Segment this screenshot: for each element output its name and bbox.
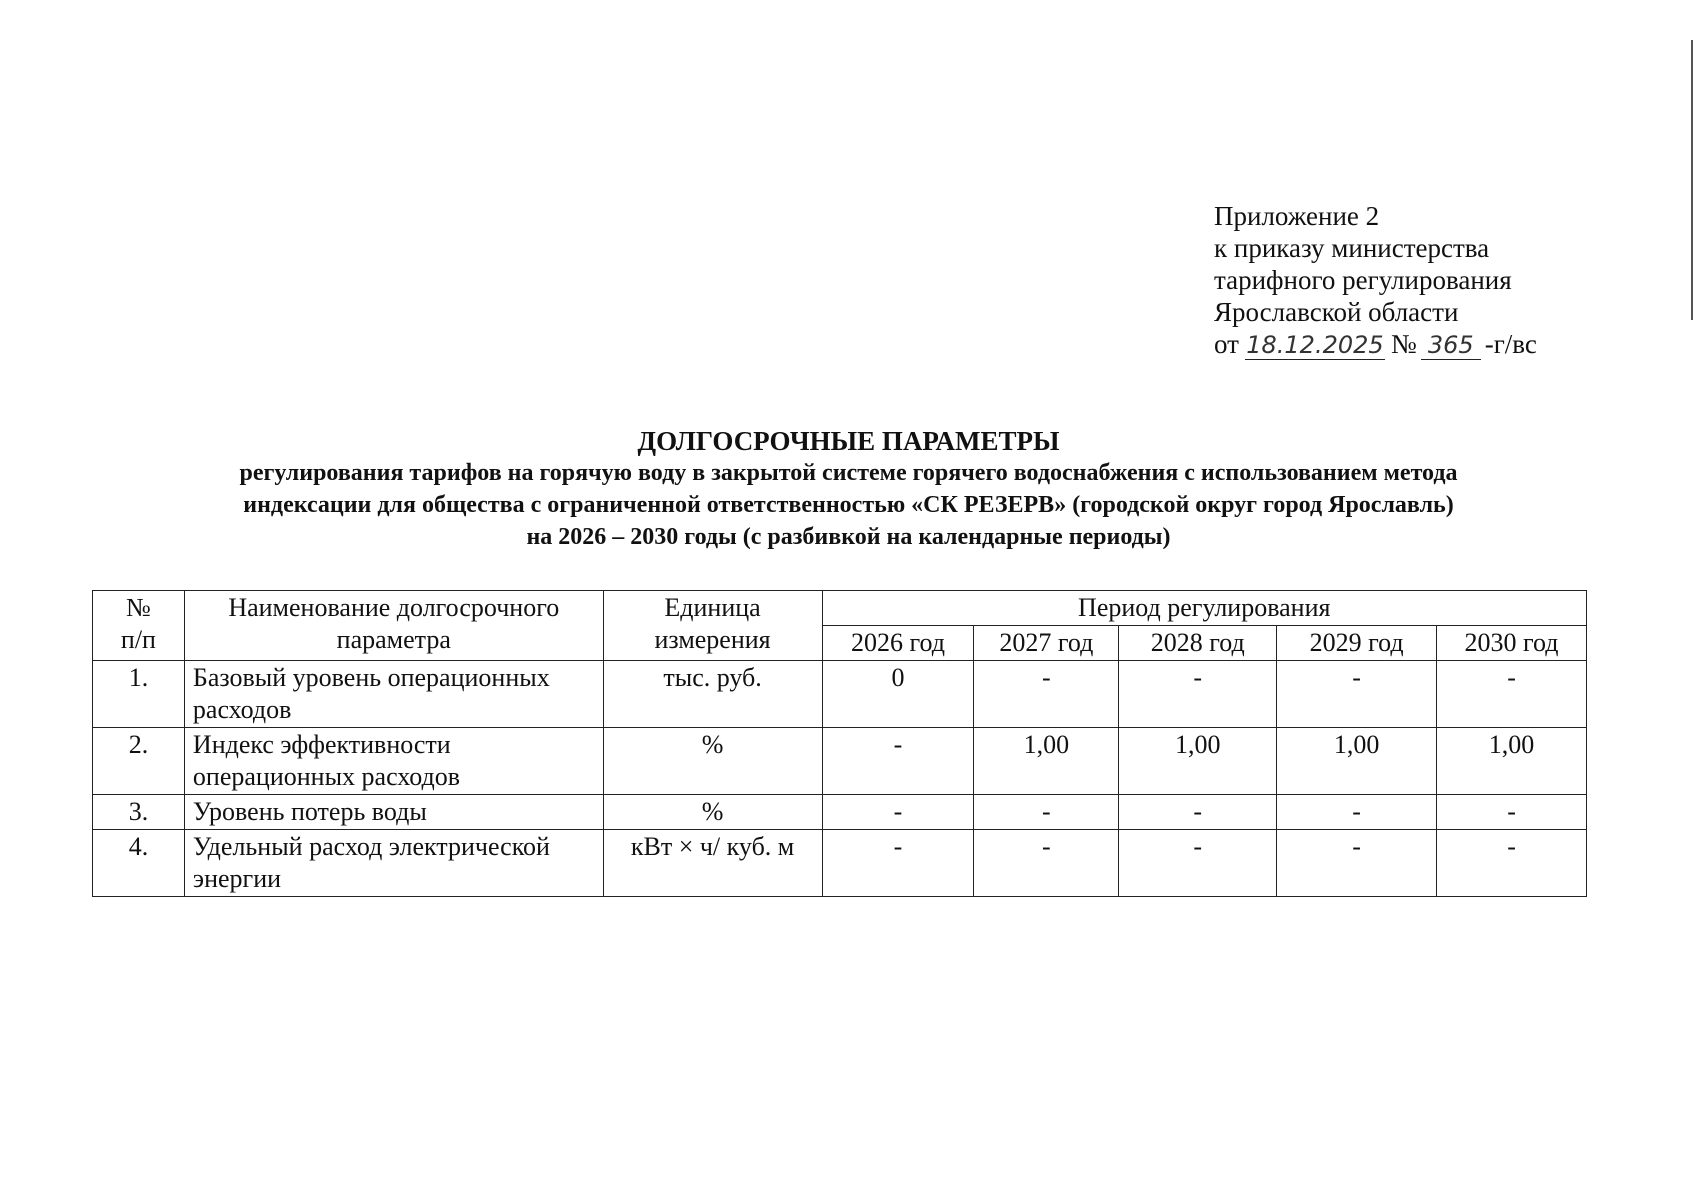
row-name-line-1: Уровень потерь воды: [192, 797, 427, 826]
row-number: 3.: [93, 795, 185, 830]
row-value: -: [822, 830, 974, 897]
row-name-line-1: Базовый уровень операционных: [192, 663, 550, 692]
row-number: 4.: [93, 830, 185, 897]
table-header-row: [93, 591, 1587, 626]
header-year: 2027 год: [974, 626, 1119, 661]
header-name-line-2: параметра: [336, 625, 451, 654]
annex-header: [1214, 200, 1537, 360]
row-value: -: [974, 661, 1119, 728]
row-value: -: [1437, 661, 1587, 728]
row-value: -: [1437, 795, 1587, 830]
row-value: -: [1119, 661, 1277, 728]
row-name-line-1: Удельный расход электрической: [192, 832, 550, 861]
row-value: 1,00: [974, 728, 1119, 795]
row-parameter-name: [184, 728, 603, 795]
table-row: [93, 661, 1587, 728]
row-parameter-name: [184, 830, 603, 897]
annex-number: 365: [1421, 331, 1481, 360]
row-number: 1.: [93, 661, 185, 728]
table-row: [93, 795, 1587, 830]
title-line-3: на 2026 – 2030 годы (с разбивкой на календарные периоды): [526, 524, 1171, 550]
page-edge-line: [1691, 40, 1693, 320]
row-value: 1,00: [1437, 728, 1587, 795]
row-unit: %: [603, 728, 822, 795]
header-number: [93, 591, 185, 661]
row-value: -: [974, 795, 1119, 830]
annex-number-sign: №: [1390, 329, 1417, 359]
row-value: -: [1119, 830, 1277, 897]
annex-from-label: от: [1214, 329, 1239, 359]
header-name-line-1: Наименование долгосрочного: [228, 593, 560, 622]
row-name-line-2: расходов: [192, 695, 292, 724]
annex-suffix: -г/вс: [1484, 329, 1537, 359]
row-parameter-name: [184, 661, 603, 728]
row-value: -: [822, 728, 974, 795]
row-value: -: [974, 830, 1119, 897]
header-year: 2030 год: [1437, 626, 1587, 661]
header-unit: [603, 591, 822, 661]
header-unit-line-2: измерения: [654, 625, 771, 654]
title-line-2: индексации для общества с ограниченной ответственностью «СК РЕЗЕРВ» (городской округ город Ярославль): [243, 492, 1454, 518]
annex-date: 18.12.2025: [1246, 331, 1384, 359]
row-value: -: [1277, 795, 1437, 830]
header-period: Период регулирования: [822, 591, 1586, 626]
header-year: 2028 год: [1119, 626, 1277, 661]
title-line-1: регулирования тарифов на горячую воду в закрытой системе горячего водоснабжения с использованием метода: [239, 460, 1458, 486]
row-value: -: [1277, 830, 1437, 897]
row-unit: тыс. руб.: [603, 661, 822, 728]
row-value: -: [1437, 830, 1587, 897]
row-value: -: [1277, 661, 1437, 728]
document-title: [0, 425, 1697, 553]
row-value: -: [1119, 795, 1277, 830]
row-number: 2.: [93, 728, 185, 795]
row-value: 0: [822, 661, 974, 728]
annex-region-line: Ярославской области: [1214, 297, 1459, 327]
table-row: [93, 830, 1587, 897]
header-number-line-1: №: [126, 593, 151, 622]
header-year: 2026 год: [822, 626, 974, 661]
annex-ministry-line: тарифного регулирования: [1214, 265, 1512, 295]
annex-title: Приложение 2: [1214, 201, 1380, 231]
row-value: 1,00: [1277, 728, 1437, 795]
row-value: 1,00: [1119, 728, 1277, 795]
header-unit-line-1: Единица: [664, 593, 761, 622]
parameters-table: [92, 590, 1587, 897]
table-row: [93, 728, 1587, 795]
row-unit: кВт × ч/ куб. м: [603, 830, 822, 897]
header-number-line-2: п/п: [120, 625, 156, 654]
row-name-line-2: операционных расходов: [192, 762, 461, 791]
row-name-line-1: Индекс эффективности: [192, 730, 451, 759]
row-parameter-name: [184, 795, 603, 830]
row-value: -: [822, 795, 974, 830]
header-parameter-name: [184, 591, 603, 661]
title-main: ДОЛГОСРОЧНЫЕ ПАРАМЕТРЫ: [637, 426, 1060, 456]
annex-order-line: к приказу министерства: [1214, 233, 1490, 263]
annex-date-line: [1214, 328, 1537, 360]
row-name-line-2: энергии: [192, 864, 282, 893]
row-unit: %: [603, 795, 822, 830]
header-year: 2029 год: [1277, 626, 1437, 661]
